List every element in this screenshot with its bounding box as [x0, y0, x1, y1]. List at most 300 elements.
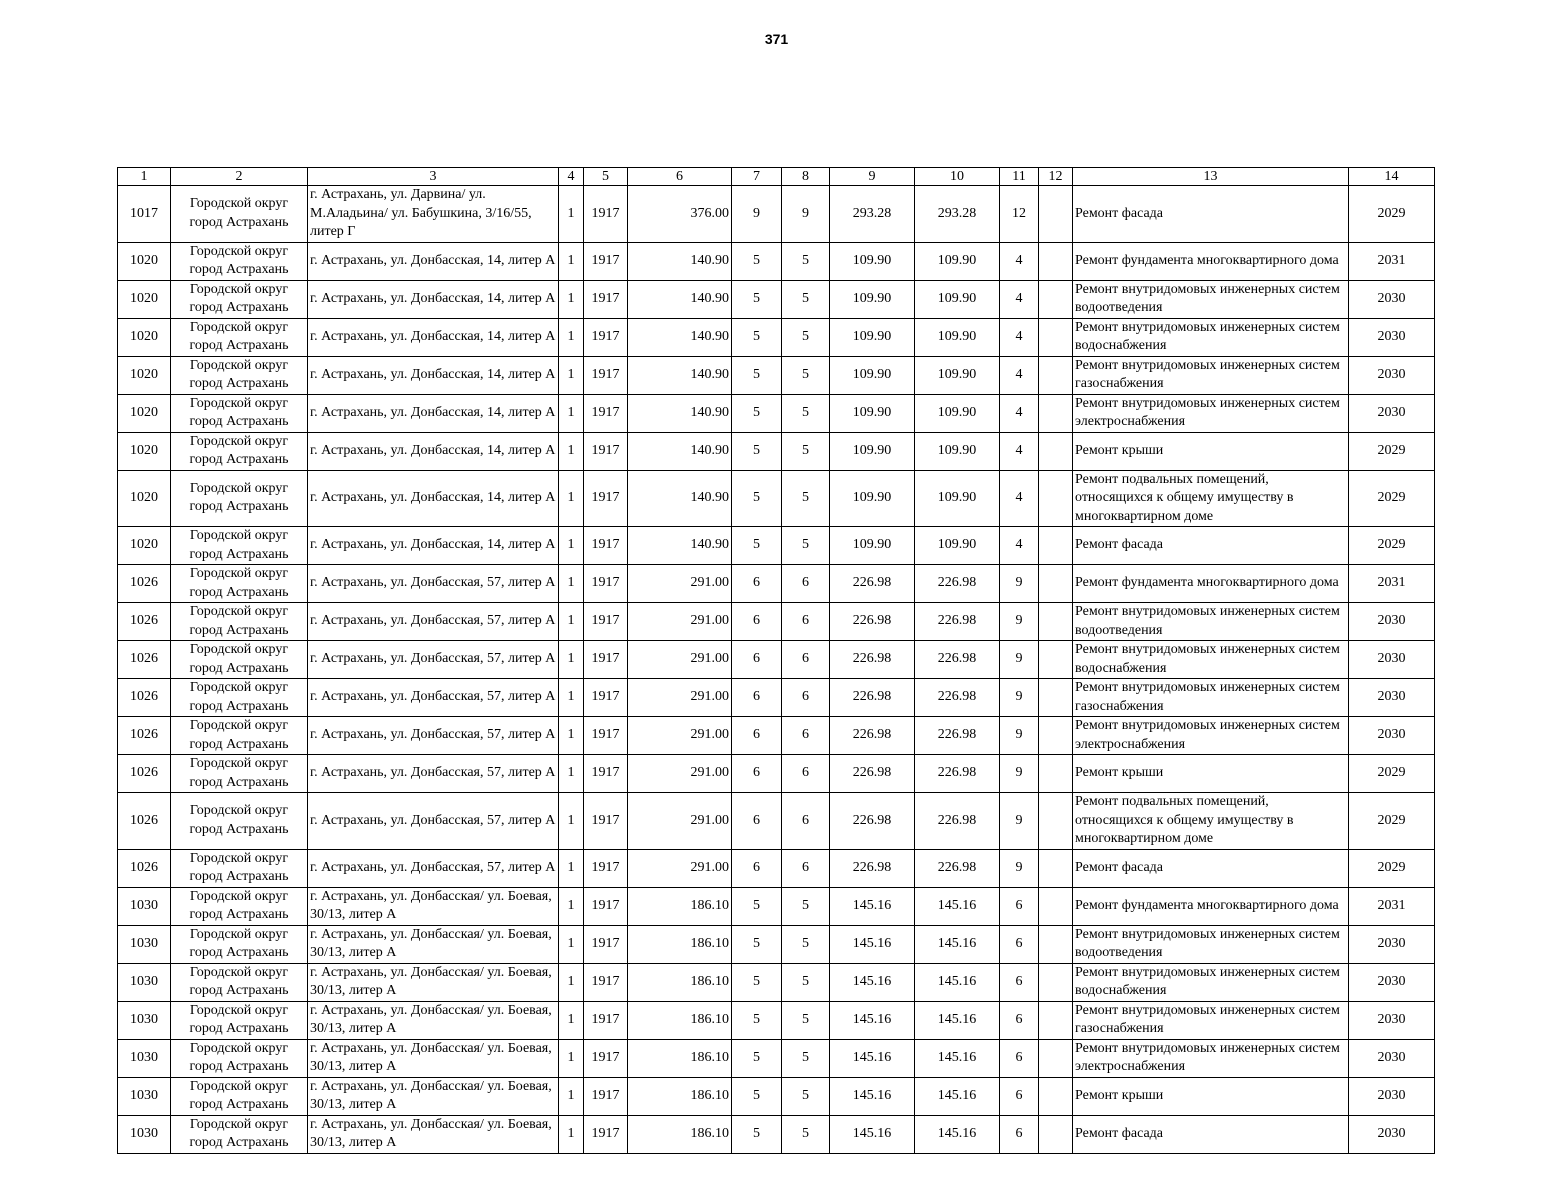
column-header: 4: [559, 168, 584, 186]
table-cell: 9: [1000, 755, 1039, 793]
table-cell: Городской округ город Астрахань: [171, 1001, 308, 1039]
table-cell: 291.00: [628, 603, 732, 641]
table-cell: 6: [1000, 925, 1039, 963]
table-cell: 186.10: [628, 1115, 732, 1153]
table-cell: 1: [559, 1077, 584, 1115]
column-header: 14: [1349, 168, 1435, 186]
table-cell: 2030: [1349, 679, 1435, 717]
table-cell: 1: [559, 793, 584, 850]
table-cell: 9: [1000, 717, 1039, 755]
table-cell: Городской округ город Астрахань: [171, 679, 308, 717]
table-cell: 1026: [118, 641, 171, 679]
table-cell: Ремонт внутридомовых инженерных систем газоснабжения: [1073, 1001, 1349, 1039]
table-cell: 6: [732, 755, 782, 793]
table-cell: 140.90: [628, 394, 732, 432]
table-cell: 186.10: [628, 1039, 732, 1077]
table-cell: 291.00: [628, 717, 732, 755]
column-header: 7: [732, 168, 782, 186]
table-cell: 226.98: [915, 641, 1000, 679]
table-cell: г. Астрахань, ул. Донбасская/ ул. Боевая, 30/13, литер А: [308, 925, 559, 963]
table-cell: 1917: [584, 1077, 628, 1115]
table-cell: 226.98: [830, 755, 915, 793]
table-cell: 291.00: [628, 755, 732, 793]
table-cell: 4: [1000, 527, 1039, 565]
table-cell: 1917: [584, 318, 628, 356]
table-cell: 1917: [584, 849, 628, 887]
table-row: [118, 793, 1435, 850]
table-cell: 145.16: [915, 963, 1000, 1001]
table-cell: 226.98: [915, 565, 1000, 603]
table-cell: [1039, 242, 1073, 280]
table-row: [118, 1115, 1435, 1153]
table-cell: 1: [559, 432, 584, 470]
table-row: [118, 280, 1435, 318]
table-cell: 1020: [118, 527, 171, 565]
table-cell: 291.00: [628, 679, 732, 717]
table-cell: 186.10: [628, 925, 732, 963]
table-cell: г. Астрахань, ул. Донбасская, 57, литер А: [308, 565, 559, 603]
table-cell: Ремонт фасада: [1073, 849, 1349, 887]
table-cell: 186.10: [628, 1077, 732, 1115]
table-cell: 1: [559, 356, 584, 394]
table-cell: 5: [782, 1077, 830, 1115]
table-cell: 186.10: [628, 887, 732, 925]
table-cell: 6: [1000, 1115, 1039, 1153]
table-row: [118, 470, 1435, 527]
table-cell: Ремонт внутридомовых инженерных систем электроснабжения: [1073, 394, 1349, 432]
table-cell: 5: [782, 280, 830, 318]
table-cell: 2030: [1349, 603, 1435, 641]
table-cell: г. Астрахань, ул. Донбасская, 57, литер А: [308, 679, 559, 717]
table-cell: 5: [732, 1039, 782, 1077]
table-cell: 109.90: [830, 356, 915, 394]
table-cell: Городской округ город Астрахань: [171, 242, 308, 280]
table-cell: Городской округ город Астрахань: [171, 318, 308, 356]
table-cell: г. Астрахань, ул. Дарвина/ ул. М.Аладьина/ ул. Бабушкина, 3/16/55, литер Г: [308, 186, 559, 243]
table-cell: Ремонт фасада: [1073, 1115, 1349, 1153]
table-cell: 5: [732, 280, 782, 318]
table-cell: Ремонт крыши: [1073, 755, 1349, 793]
table-cell: [1039, 1115, 1073, 1153]
table-cell: 5: [782, 318, 830, 356]
table-cell: 109.90: [915, 318, 1000, 356]
table-cell: 145.16: [830, 1001, 915, 1039]
table-cell: 1917: [584, 963, 628, 1001]
table-cell: 1: [559, 925, 584, 963]
table-cell: 1: [559, 1039, 584, 1077]
table-cell: 1917: [584, 925, 628, 963]
table-cell: 1020: [118, 394, 171, 432]
table-cell: 2029: [1349, 186, 1435, 243]
table-cell: 1: [559, 679, 584, 717]
table-cell: [1039, 318, 1073, 356]
table-cell: 6: [782, 755, 830, 793]
table-cell: Ремонт внутридомовых инженерных систем электроснабжения: [1073, 1039, 1349, 1077]
table-cell: 1: [559, 470, 584, 527]
table-cell: 1026: [118, 793, 171, 850]
table-cell: 5: [732, 925, 782, 963]
table-cell: Городской округ город Астрахань: [171, 755, 308, 793]
table-cell: 140.90: [628, 470, 732, 527]
table-cell: Городской округ город Астрахань: [171, 527, 308, 565]
table-cell: 5: [782, 527, 830, 565]
table-cell: 291.00: [628, 641, 732, 679]
table-cell: 5: [732, 963, 782, 1001]
table-cell: 1917: [584, 470, 628, 527]
table-cell: 1917: [584, 603, 628, 641]
table-cell: 1917: [584, 755, 628, 793]
table-cell: 4: [1000, 318, 1039, 356]
table-row: [118, 887, 1435, 925]
table-cell: Ремонт фундамента многоквартирного дома: [1073, 887, 1349, 925]
table-cell: 1: [559, 1115, 584, 1153]
table-cell: 1: [559, 717, 584, 755]
table-cell: 109.90: [830, 280, 915, 318]
table-cell: 109.90: [915, 470, 1000, 527]
table-cell: 5: [782, 432, 830, 470]
table-cell: 5: [782, 1115, 830, 1153]
table-cell: 2030: [1349, 717, 1435, 755]
table-cell: 1917: [584, 1115, 628, 1153]
table-cell: [1039, 679, 1073, 717]
table-cell: 109.90: [915, 280, 1000, 318]
table-cell: 9: [782, 186, 830, 243]
table-cell: 186.10: [628, 1001, 732, 1039]
table-body: [118, 186, 1435, 1154]
table-cell: 109.90: [830, 394, 915, 432]
table-cell: 186.10: [628, 963, 732, 1001]
table-cell: г. Астрахань, ул. Донбасская, 57, литер А: [308, 755, 559, 793]
table-cell: 1026: [118, 849, 171, 887]
table-cell: 6: [1000, 963, 1039, 1001]
table-cell: [1039, 1039, 1073, 1077]
table-cell: 376.00: [628, 186, 732, 243]
table-cell: 1020: [118, 318, 171, 356]
table-row: [118, 755, 1435, 793]
table-row: [118, 565, 1435, 603]
table-cell: 291.00: [628, 793, 732, 850]
table-cell: 6: [1000, 887, 1039, 925]
table-cell: 109.90: [915, 356, 1000, 394]
table-cell: Городской округ город Астрахань: [171, 793, 308, 850]
table-cell: 226.98: [915, 603, 1000, 641]
table-cell: г. Астрахань, ул. Донбасская, 14, литер А: [308, 394, 559, 432]
table-cell: 9: [1000, 641, 1039, 679]
table-cell: 6: [782, 849, 830, 887]
table-cell: г. Астрахань, ул. Донбасская/ ул. Боевая, 30/13, литер А: [308, 1039, 559, 1077]
table-cell: 145.16: [915, 925, 1000, 963]
table-cell: 1917: [584, 887, 628, 925]
table-cell: 140.90: [628, 280, 732, 318]
table-cell: 6: [732, 679, 782, 717]
table-cell: Городской округ город Астрахань: [171, 394, 308, 432]
column-header: 3: [308, 168, 559, 186]
table-cell: 291.00: [628, 849, 732, 887]
table-cell: 5: [732, 356, 782, 394]
table-cell: [1039, 1077, 1073, 1115]
column-header: 13: [1073, 168, 1349, 186]
table-cell: Городской округ город Астрахань: [171, 1077, 308, 1115]
table-cell: [1039, 849, 1073, 887]
table-cell: 1030: [118, 1077, 171, 1115]
table-cell: 226.98: [830, 793, 915, 850]
table-cell: 2030: [1349, 925, 1435, 963]
table-cell: 1030: [118, 925, 171, 963]
table-cell: 2030: [1349, 280, 1435, 318]
table-cell: [1039, 925, 1073, 963]
table-cell: Ремонт внутридомовых инженерных систем водоотведения: [1073, 280, 1349, 318]
table-cell: [1039, 356, 1073, 394]
table-cell: 9: [1000, 565, 1039, 603]
table-cell: 145.16: [830, 1039, 915, 1077]
column-header: 11: [1000, 168, 1039, 186]
table-cell: 1: [559, 963, 584, 1001]
table-cell: 109.90: [830, 470, 915, 527]
header-row: [118, 168, 1435, 186]
table-cell: 6: [732, 793, 782, 850]
table-row: [118, 603, 1435, 641]
table-cell: 5: [782, 1001, 830, 1039]
table-cell: Городской округ город Астрахань: [171, 849, 308, 887]
table-cell: 6: [782, 565, 830, 603]
table-cell: 293.28: [915, 186, 1000, 243]
table-cell: г. Астрахань, ул. Донбасская/ ул. Боевая, 30/13, литер А: [308, 1001, 559, 1039]
table-cell: [1039, 887, 1073, 925]
table-cell: 226.98: [830, 603, 915, 641]
table-cell: Городской округ город Астрахань: [171, 925, 308, 963]
table-cell: 6: [732, 603, 782, 641]
table-row: [118, 356, 1435, 394]
table-cell: г. Астрахань, ул. Донбасская, 57, литер А: [308, 849, 559, 887]
table-cell: 5: [732, 394, 782, 432]
table-cell: 1917: [584, 793, 628, 850]
table-cell: 5: [732, 242, 782, 280]
table-cell: 9: [1000, 603, 1039, 641]
table-cell: 5: [732, 527, 782, 565]
table-cell: 1917: [584, 641, 628, 679]
table-cell: Ремонт фасада: [1073, 186, 1349, 243]
table-cell: 5: [732, 1115, 782, 1153]
table-cell: 1020: [118, 356, 171, 394]
table-cell: г. Астрахань, ул. Донбасская, 57, литер А: [308, 603, 559, 641]
table-cell: 140.90: [628, 432, 732, 470]
table-cell: 6: [782, 793, 830, 850]
table-cell: 1917: [584, 242, 628, 280]
table-cell: 2030: [1349, 1039, 1435, 1077]
table-cell: 6: [1000, 1001, 1039, 1039]
table-cell: 6: [732, 565, 782, 603]
table-cell: Городской округ город Астрахань: [171, 1115, 308, 1153]
table-cell: 140.90: [628, 527, 732, 565]
table-cell: 5: [782, 1039, 830, 1077]
table-cell: 145.16: [830, 925, 915, 963]
table-cell: 1030: [118, 963, 171, 1001]
table-cell: 1917: [584, 1039, 628, 1077]
table-cell: 4: [1000, 394, 1039, 432]
table-row: [118, 242, 1435, 280]
table-cell: 1: [559, 641, 584, 679]
column-header: 8: [782, 168, 830, 186]
table-cell: 2031: [1349, 887, 1435, 925]
table-cell: г. Астрахань, ул. Донбасская/ ул. Боевая, 30/13, литер А: [308, 887, 559, 925]
table-cell: 1: [559, 280, 584, 318]
table-cell: 1917: [584, 527, 628, 565]
table-cell: Ремонт фундамента многоквартирного дома: [1073, 565, 1349, 603]
table-cell: Городской округ город Астрахань: [171, 1039, 308, 1077]
table-cell: 2029: [1349, 432, 1435, 470]
table-cell: 2030: [1349, 1077, 1435, 1115]
table-cell: 2030: [1349, 394, 1435, 432]
table-cell: Ремонт фасада: [1073, 527, 1349, 565]
column-header: 6: [628, 168, 732, 186]
table-cell: 1: [559, 318, 584, 356]
table-cell: г. Астрахань, ул. Донбасская, 14, литер А: [308, 432, 559, 470]
column-header: 9: [830, 168, 915, 186]
table-cell: г. Астрахань, ул. Донбасская, 14, литер А: [308, 242, 559, 280]
table-cell: 145.16: [915, 1039, 1000, 1077]
table-cell: 1: [559, 527, 584, 565]
table-row: [118, 849, 1435, 887]
table-row: [118, 925, 1435, 963]
table-cell: 2030: [1349, 356, 1435, 394]
table-cell: 1917: [584, 356, 628, 394]
table-cell: 2030: [1349, 318, 1435, 356]
table-cell: 145.16: [915, 887, 1000, 925]
table-cell: 226.98: [830, 717, 915, 755]
table-cell: 4: [1000, 280, 1039, 318]
table-cell: 1026: [118, 603, 171, 641]
table-cell: 1917: [584, 186, 628, 243]
table-cell: 9: [1000, 849, 1039, 887]
table-cell: 6: [1000, 1077, 1039, 1115]
table-cell: 145.16: [830, 1077, 915, 1115]
table-cell: 109.90: [915, 394, 1000, 432]
table-cell: 6: [782, 641, 830, 679]
table-cell: 145.16: [830, 963, 915, 1001]
table-cell: г. Астрахань, ул. Донбасская, 57, литер А: [308, 717, 559, 755]
table-cell: Ремонт внутридомовых инженерных систем электроснабжения: [1073, 717, 1349, 755]
table-cell: Городской округ город Астрахань: [171, 356, 308, 394]
table-row: [118, 394, 1435, 432]
table-cell: 109.90: [830, 527, 915, 565]
table-cell: 1020: [118, 432, 171, 470]
table-cell: 12: [1000, 186, 1039, 243]
table-cell: [1039, 755, 1073, 793]
table-cell: 145.16: [915, 1115, 1000, 1153]
table-cell: 2030: [1349, 1001, 1435, 1039]
table-cell: [1039, 527, 1073, 565]
table-cell: 2029: [1349, 527, 1435, 565]
table-row: [118, 641, 1435, 679]
table-row: [118, 1039, 1435, 1077]
table-cell: Городской округ город Астрахань: [171, 717, 308, 755]
table-cell: 1026: [118, 679, 171, 717]
table-cell: 226.98: [915, 717, 1000, 755]
table-cell: 140.90: [628, 242, 732, 280]
table-cell: [1039, 280, 1073, 318]
table-cell: 2030: [1349, 1115, 1435, 1153]
table-cell: 4: [1000, 470, 1039, 527]
table-cell: г. Астрахань, ул. Донбасская, 14, литер А: [308, 470, 559, 527]
table-cell: [1039, 186, 1073, 243]
table-cell: 226.98: [915, 755, 1000, 793]
table-cell: 109.90: [915, 242, 1000, 280]
page-number: 371: [764, 31, 789, 47]
table-cell: [1039, 565, 1073, 603]
table-cell: 5: [732, 318, 782, 356]
table-cell: 145.16: [830, 887, 915, 925]
table-cell: 5: [782, 470, 830, 527]
table-cell: Городской округ город Астрахань: [171, 963, 308, 1001]
table-cell: 1917: [584, 394, 628, 432]
table-cell: 6: [732, 717, 782, 755]
table-cell: 109.90: [830, 242, 915, 280]
table-cell: 2029: [1349, 755, 1435, 793]
table-cell: 1917: [584, 717, 628, 755]
table-cell: 1: [559, 849, 584, 887]
table-cell: Ремонт крыши: [1073, 1077, 1349, 1115]
table-row: [118, 1077, 1435, 1115]
table-row: [118, 186, 1435, 243]
table-cell: 1917: [584, 280, 628, 318]
table-cell: 1917: [584, 432, 628, 470]
table-cell: Городской округ город Астрахань: [171, 432, 308, 470]
table-cell: 2031: [1349, 565, 1435, 603]
table-cell: 145.16: [915, 1077, 1000, 1115]
table-cell: 5: [732, 887, 782, 925]
table-cell: 1917: [584, 1001, 628, 1039]
table-cell: 226.98: [915, 679, 1000, 717]
table-cell: Городской округ город Астрахань: [171, 641, 308, 679]
table-cell: Ремонт внутридомовых инженерных систем газоснабжения: [1073, 679, 1349, 717]
table-cell: 1917: [584, 565, 628, 603]
table-cell: Городской округ город Астрахань: [171, 887, 308, 925]
table-cell: 1917: [584, 679, 628, 717]
table-row: [118, 1001, 1435, 1039]
table-cell: 5: [782, 887, 830, 925]
table-cell: Городской округ город Астрахань: [171, 280, 308, 318]
table-cell: 1: [559, 1001, 584, 1039]
table-cell: 109.90: [915, 527, 1000, 565]
table-cell: 5: [732, 1077, 782, 1115]
table-cell: [1039, 603, 1073, 641]
table-cell: 145.16: [830, 1115, 915, 1153]
table-cell: 1026: [118, 717, 171, 755]
table-cell: 1030: [118, 1039, 171, 1077]
table-cell: Ремонт внутридомовых инженерных систем водоснабжения: [1073, 641, 1349, 679]
table-cell: Ремонт подвальных помещений, относящихся к общему имуществу в многоквартирном доме: [1073, 793, 1349, 850]
column-header: 2: [171, 168, 308, 186]
table-cell: Ремонт внутридомовых инженерных систем водоотведения: [1073, 925, 1349, 963]
table-cell: 1: [559, 603, 584, 641]
table-cell: 5: [782, 925, 830, 963]
table-cell: 5: [732, 432, 782, 470]
table-cell: Ремонт фундамента многоквартирного дома: [1073, 242, 1349, 280]
table-row: [118, 717, 1435, 755]
table-cell: Ремонт крыши: [1073, 432, 1349, 470]
column-header: 1: [118, 168, 171, 186]
table-cell: Ремонт подвальных помещений, относящихся к общему имуществу в многоквартирном доме: [1073, 470, 1349, 527]
table-cell: 6: [1000, 1039, 1039, 1077]
table-cell: 1017: [118, 186, 171, 243]
table-cell: 1: [559, 242, 584, 280]
column-header: 12: [1039, 168, 1073, 186]
table-cell: Ремонт внутридомовых инженерных систем водоснабжения: [1073, 318, 1349, 356]
table-cell: 291.00: [628, 565, 732, 603]
table-cell: 109.90: [915, 432, 1000, 470]
table-cell: 5: [782, 963, 830, 1001]
table-cell: Городской округ город Астрахань: [171, 470, 308, 527]
